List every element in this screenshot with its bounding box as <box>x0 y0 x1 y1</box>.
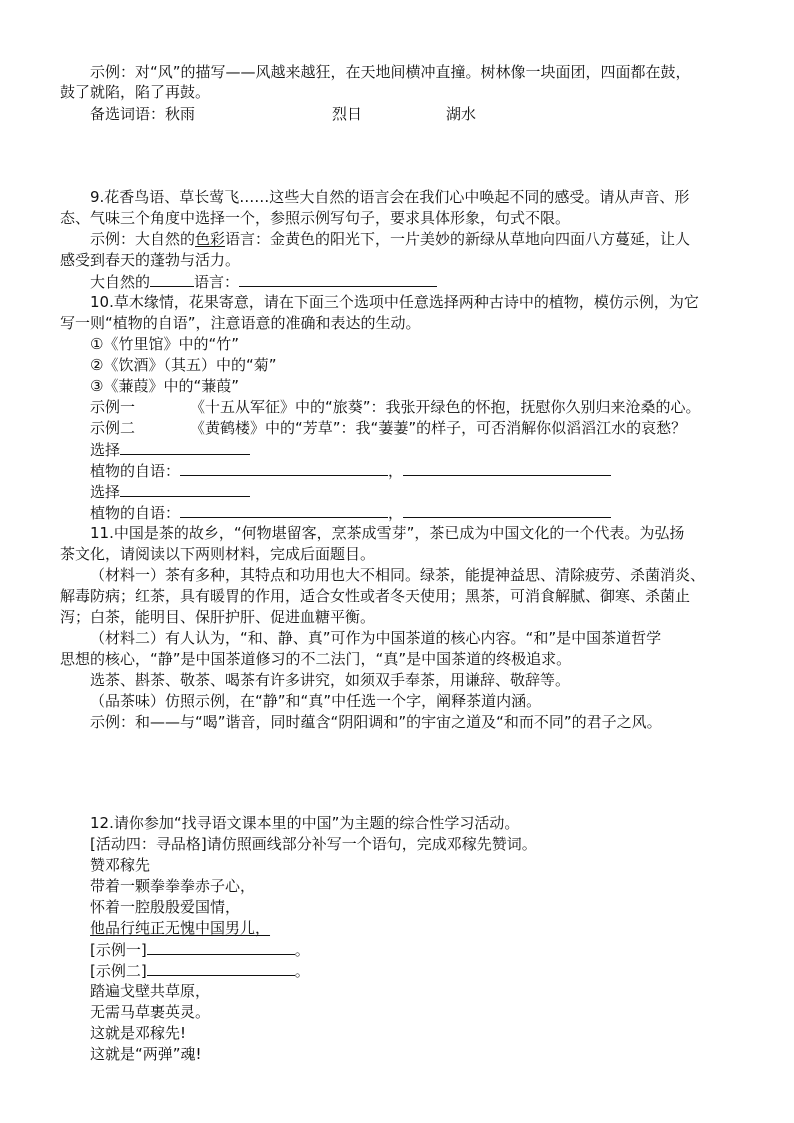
q9-example: 示例：大自然的色彩语言：金黄色的阳光下，一片美妙的新绿从草地向四面八方蔓延，让人 <box>90 230 691 248</box>
q12-poem-line-3-underlined: 他品行纯正无愧中国男儿， <box>90 919 271 937</box>
q10-self-talk-line-1: 植物的自语： ， <box>90 460 611 480</box>
q11-material-2-line-1: （材料二）有人认为，“和、静、真”可作为中国茶道的核心内容。“和”是中国茶道哲学 <box>90 629 662 647</box>
q11-material-1-line-2: 解毒防病；红茶，具有暖胃的作用，适合女性或者冬天使用；黑茶，可消食解腻、御寒、杀菌止 <box>60 587 691 605</box>
q12-example-1-blank[interactable] <box>147 939 295 955</box>
q10-line-2: 写一则“植物的自语”，注意语意的准确和表达的生动。 <box>60 314 421 332</box>
q10-example-1-text: 《十五从军征》中的“旅葵”：我张开绿色的怀抱，抚慰你久别归来沧桑的心。 <box>190 398 701 416</box>
q11-task: （品茶味）仿照示例，在“静”和“真”中任选一个字，阐释茶道内涵。 <box>90 692 542 710</box>
q12-example-2-blank[interactable] <box>147 960 295 976</box>
q9-line-2: 态、气味三个角度中选择一个，参照示例写句子，要求具体形象，句式不限。 <box>60 209 571 227</box>
q10-example-1-label: 示例一 <box>90 398 136 416</box>
q8-option-2: 烈日 <box>332 105 363 123</box>
q10-self-talk-blank-1a[interactable] <box>180 460 388 476</box>
q10-example-2-label: 示例二 <box>90 419 136 437</box>
q10-example-2-text: 《黄鹤楼》中的“芳草”：我“萋萋”的样子，可否消解你似滔滔江水的哀愁？ <box>190 419 687 437</box>
q9-line-1: 9.花香鸟语、草长莺飞……这些大自然的语言会在我们心中唤起不同的感受。请从声音、形 <box>90 188 690 206</box>
q9-blank-1[interactable] <box>150 271 194 287</box>
q10-line-1: 10.草木缘情，花果寄意，请在下面三个选项中任意选择两种古诗中的植物，模仿示例，为它 <box>90 293 699 311</box>
q10-self-talk-blank-2b[interactable] <box>403 502 611 518</box>
q10-option-1: ①《竹里馆》中的“竹” <box>90 335 239 353</box>
q12-poem-line-7: 这就是“两弹”魂! <box>90 1045 202 1063</box>
q12-example-1-line: [示例一] 。 <box>90 941 310 959</box>
q10-choose-line-2: 选择 <box>90 481 250 501</box>
q10-choose-blank-2[interactable] <box>120 481 250 497</box>
q10-self-talk-blank-2a[interactable] <box>180 502 388 518</box>
q10-option-3: ③《蒹葭》中的“蒹葭” <box>90 377 239 395</box>
q8-example-line-2: 鼓了就陷，陷了再鼓。 <box>60 83 211 101</box>
q10-choose-line-1: 选择 <box>90 439 250 459</box>
q8-options-label: 备选词语：秋雨 <box>90 105 196 123</box>
q12-poem-line-5: 无需马草裹英灵。 <box>90 1003 211 1021</box>
q9-blank-2[interactable] <box>239 271 437 287</box>
q12-poem-line-1: 带着一颗拳拳拳赤子心， <box>90 877 256 895</box>
q11-material-2-line-2: 思想的核心，“静”是中国茶道修习的不二法门，“真”是中国茶道的终极追求。 <box>60 650 572 668</box>
q11-line-2: 茶文化，请阅读以下两则材料，完成后面题目。 <box>60 545 376 563</box>
q9-example-underlined: 色彩 <box>195 230 226 248</box>
q12-poem-title: 赞邓稼先 <box>90 856 151 874</box>
q12-poem-line-6: 这就是邓稼先! <box>90 1024 187 1042</box>
q12-poem-line-2: 怀着一腔殷殷爱国情， <box>90 898 241 916</box>
q10-choose-blank-1[interactable] <box>120 439 250 455</box>
q11-example: 示例：和——与“喝”谐音，同时蕴含“阴阳调和”的宇宙之道及“和而不同”的君子之风。 <box>90 713 662 731</box>
q12-poem-line-4: 踏遍戈壁共草原， <box>90 982 211 1000</box>
q12-example-2-line: [示例二] 。 <box>90 962 310 980</box>
q11-material-1-line-3: 泻；白茶，能明目、保肝护肝、促进血糖平衡。 <box>60 608 376 626</box>
q8-option-3: 湖水 <box>446 105 477 123</box>
q12-line-1: 12.请你参加“找寻语文课本里的中国”为主题的综合性学习活动。 <box>90 814 520 832</box>
q10-option-2: ②《饮酒》（其五）中的“菊” <box>90 356 277 374</box>
q9-line-4: 感受到春天的蓬勃与活力。 <box>60 251 241 269</box>
q9-fill-line: 大自然的 语言： <box>90 271 437 291</box>
q12-line-2: [活动四：寻品格]请仿照画线部分补写一个语句，完成邓稼先赞词。 <box>90 835 537 853</box>
q10-self-talk-blank-1b[interactable] <box>403 460 611 476</box>
q8-example-line-1: 示例：对“风”的描写——风越来越狂，在天地间横冲直撞。树林像一块面团，四面都在鼓， <box>90 63 691 81</box>
q11-material-1-line-1: （材料一）茶有多种，其特点和功用也大不相同。绿茶，能提神益思、清除疲劳、杀菌消炎、 <box>90 566 706 584</box>
q10-self-talk-line-2: 植物的自语： ， <box>90 502 611 522</box>
q11-material-2-line-3: 选茶、斟茶、敬茶、喝茶有许多讲究，如须双手奉茶，用谦辞、敬辞等。 <box>90 671 571 689</box>
q11-line-1: 11.中国是茶的故乡，“何物堪留客，烹茶成雪芽”，茶已成为中国文化的一个代表。为弘扬 <box>90 524 685 542</box>
